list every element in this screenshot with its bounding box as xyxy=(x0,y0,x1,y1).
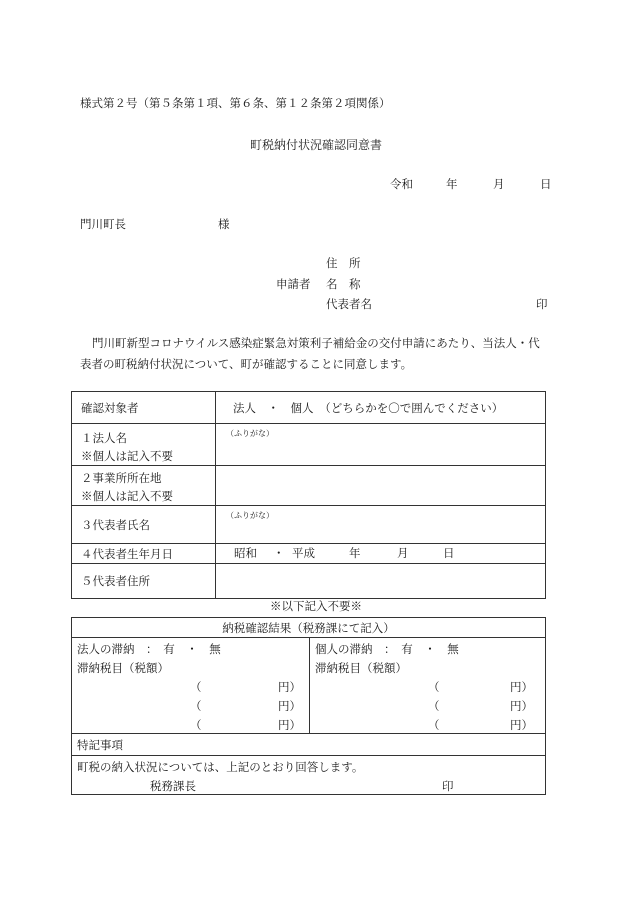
rep-name-field[interactable] xyxy=(216,506,546,544)
office-note: ※個人は記入不要 xyxy=(81,489,173,503)
applicant-info-table xyxy=(71,391,546,599)
rep-address-field[interactable] xyxy=(216,564,546,599)
addressee-name: 門川町長 xyxy=(80,217,126,231)
table-row xyxy=(72,506,546,544)
paren-open: （ xyxy=(428,718,440,732)
birth-year: 年 xyxy=(349,545,361,560)
corp-name-field[interactable] xyxy=(216,424,546,466)
indiv-arrears: 個人の滞納 ： 有 ・ 無 xyxy=(315,642,459,656)
paren-open: （ xyxy=(190,680,202,694)
yen-close: 円） xyxy=(510,718,533,732)
table-row xyxy=(72,564,546,599)
corp-name-text: １法人名 xyxy=(81,431,127,445)
notes-label: 特記事項 xyxy=(72,734,546,756)
date-era: 令和 xyxy=(390,177,413,191)
form-number: 様式第２号（第５条第１項、第６条、第１２条第２項関係） xyxy=(80,96,391,110)
paren-open: （ xyxy=(428,699,440,713)
birth-month: 月 xyxy=(397,545,409,560)
date-year: 年 xyxy=(446,177,458,191)
table-row xyxy=(72,466,546,506)
showa-option: 昭和 xyxy=(234,545,257,560)
document-title: 町税納付状況確認同意書 xyxy=(250,138,383,152)
indiv-items-label: 滞納税目（税額） xyxy=(315,661,407,675)
name-label: 名 称 xyxy=(326,277,361,291)
yen-close: 円） xyxy=(510,680,533,694)
corp-items-label: 滞納税目（税額） xyxy=(77,661,169,675)
birth-day: 日 xyxy=(443,545,455,560)
corp-name-note: ※個人は記入不要 xyxy=(81,449,173,463)
target-options[interactable]: 法人 ・ 個人 （どちらかを〇で囲んでください） xyxy=(216,392,546,424)
target-label: 確認対象者 xyxy=(72,392,216,424)
tax-chief-label: 税務課長 xyxy=(150,779,196,793)
era-separator: ・ xyxy=(273,545,285,560)
table-row xyxy=(72,544,546,564)
tax-result-table xyxy=(71,617,546,795)
chief-seal: 印 xyxy=(442,779,454,793)
consent-paragraph: 門川町新型コロナウイルス感染症緊急対策利子補給金の交付申請にあたり、当法人・代表者の町税納付状況について、町が確認することに同意します。 xyxy=(80,336,540,371)
corp-name-label xyxy=(72,424,216,466)
table-row xyxy=(72,618,546,638)
table-row xyxy=(72,734,546,756)
paren-open: （ xyxy=(190,718,202,732)
rep-address-label: ５代表者住所 xyxy=(72,564,216,599)
yen-close: 円） xyxy=(278,680,301,694)
answer-cell xyxy=(72,756,546,795)
not-required-note: ※以下記入不要※ xyxy=(270,599,362,613)
address-label: 住 所 xyxy=(326,256,361,270)
rep-name-label: ３代表者氏名 xyxy=(72,506,216,544)
paren-open: （ xyxy=(190,699,202,713)
office-text: ２事業所所在地 xyxy=(81,471,162,485)
applicant-label: 申請者 xyxy=(276,277,311,291)
corp-arrears: 法人の滞納 ： 有 ・ 無 xyxy=(77,642,221,656)
representative-label: 代表者名 xyxy=(326,297,372,311)
table-row xyxy=(72,392,546,424)
heisei-option: 平成 xyxy=(292,545,315,560)
paren-open: （ xyxy=(428,680,440,694)
furigana-label: （ふりがな） xyxy=(226,429,274,438)
indiv-arrears-cell xyxy=(310,638,546,734)
date-month: 月 xyxy=(493,177,505,191)
table-row xyxy=(72,756,546,795)
rep-birth-label: ４代表者生年月日 xyxy=(72,544,216,564)
answer-text: 町税の納入状況については、上記のとおり回答します。 xyxy=(77,760,364,774)
yen-close: 円） xyxy=(278,718,301,732)
yen-close: 円） xyxy=(278,699,301,713)
table-row xyxy=(72,638,546,734)
date-day: 日 xyxy=(540,177,552,191)
furigana-label: （ふりがな） xyxy=(226,511,274,520)
corp-arrears-cell xyxy=(72,638,310,734)
office-field[interactable] xyxy=(216,466,546,506)
table-row xyxy=(72,424,546,466)
rep-birth-field[interactable] xyxy=(216,544,546,564)
applicant-seal: 印 xyxy=(536,297,548,311)
result-header: 納税確認結果（税務課にて記入） xyxy=(72,618,546,638)
addressee-honorific: 様 xyxy=(218,217,230,231)
office-label xyxy=(72,466,216,506)
yen-close: 円） xyxy=(510,699,533,713)
